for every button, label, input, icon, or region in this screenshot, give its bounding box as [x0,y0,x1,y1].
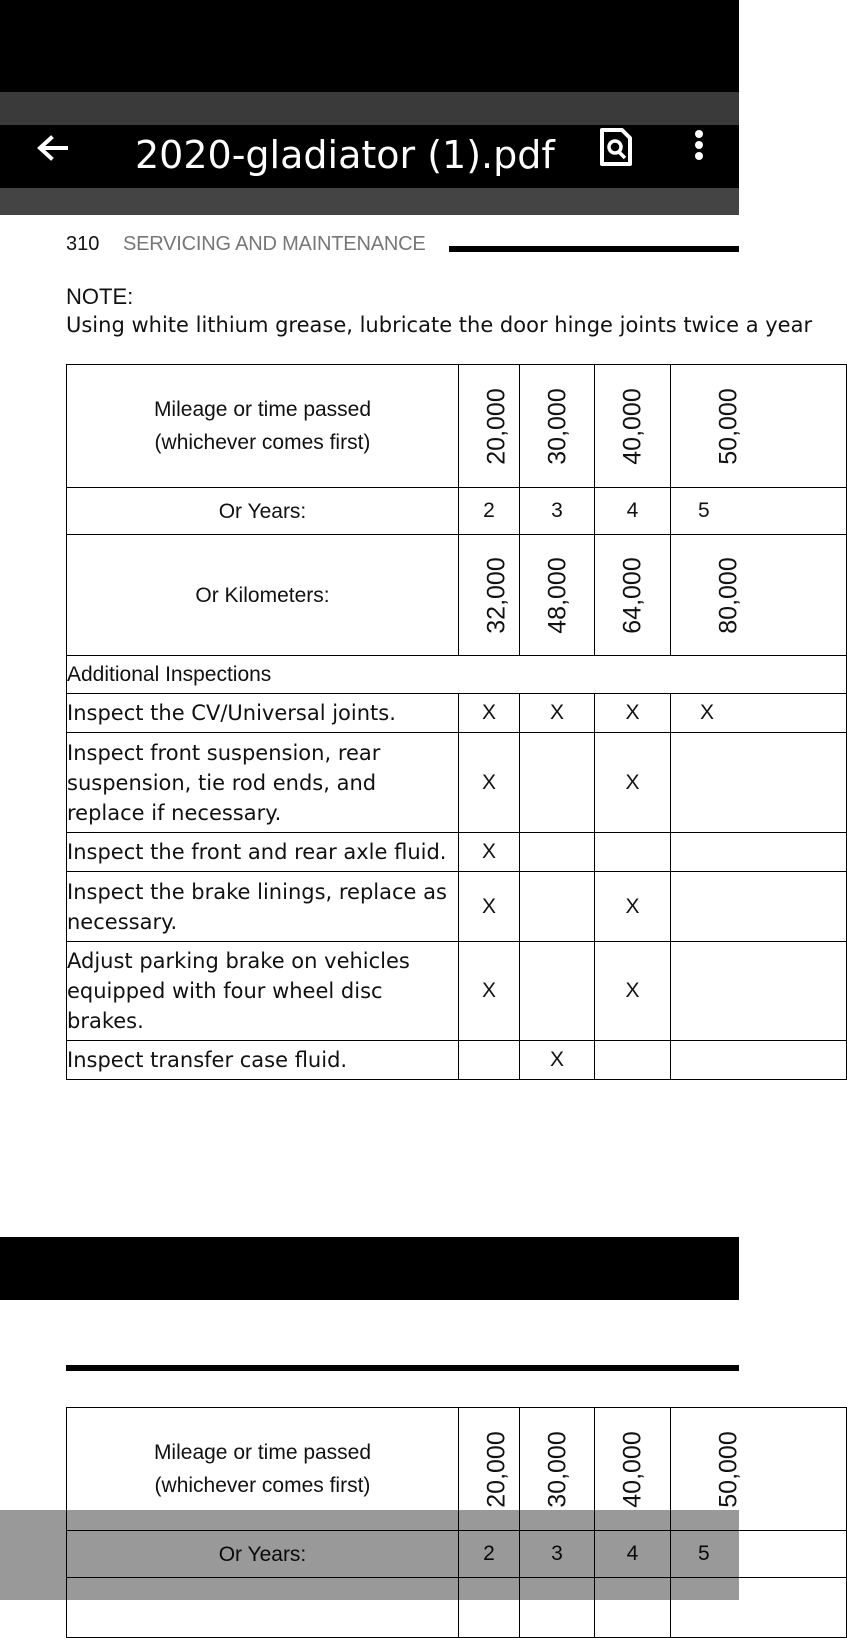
years-cell: 2 [459,1531,520,1578]
km-label: Or Kilometers: [67,535,459,656]
row-mark: X [595,942,671,1041]
km-cell: 64,000 [595,535,671,656]
miles-cell: 20,000 [459,365,520,488]
row-description: Adjust parking brake on vehicles equipped with four wheel disc brakes. [67,942,459,1041]
note-label: NOTE: [66,284,134,309]
years-cell: 4 [595,1531,671,1578]
maintenance-table [66,364,847,1080]
years-label: Or Years: [67,488,459,535]
table-row [67,1041,847,1080]
row-mark: X [459,733,520,833]
row-description: Inspect transfer case fluid. [67,1041,459,1080]
km-cell: 32,000 [459,535,520,656]
miles-cell: 30,000 [520,1408,595,1531]
miles-cell: 50,000 [671,1408,847,1531]
row-mark [595,833,671,872]
row-mark [459,1041,520,1080]
row-mark: X [520,694,595,733]
row-mark [520,733,595,833]
years-cell: 3 [520,488,595,535]
more-options-button[interactable] [680,126,718,172]
row-mark [671,942,847,1041]
section-header: SERVICING AND MAINTENANCE [123,233,426,255]
page-number: 310 [66,233,100,255]
mileage-header-line2: (whichever comes first) [154,1474,371,1497]
row-mark [671,733,847,833]
row-mark [520,942,595,1041]
row-mark: X [595,694,671,733]
row-mark: X [595,733,671,833]
miles-cell: 50,000 [671,365,847,488]
row-mark: X [595,872,671,942]
find-in-page-icon [594,126,638,172]
table-row [67,833,847,872]
years-cell: 4 [595,488,671,535]
page-separator [0,1237,739,1300]
miles-cell: 40,000 [595,1408,671,1531]
row-mark: X [459,694,520,733]
miles-cell: 40,000 [595,365,671,488]
find-in-page-button[interactable] [594,126,638,172]
row-mark [671,1041,847,1080]
mileage-header [67,365,459,488]
note-text: Using white lithium grease, lubricate the door hinge joints twice a year [66,313,813,337]
row-mark [671,833,847,872]
mileage-header-line1: Mileage or time passed [153,1441,372,1464]
row-mark [520,872,595,942]
row-mark: X [459,942,520,1041]
table-row [67,694,847,733]
pdf-page[interactable] [0,215,813,1237]
row-mark: X [459,872,520,942]
arrow-left-icon [30,128,78,176]
document-title: 2020-gladiator (1).pdf [135,133,555,177]
status-bar [0,0,739,92]
row-mark [595,1041,671,1080]
table-row [67,733,847,833]
more-vert-icon [680,126,718,172]
toolbar-divider [0,92,739,125]
years-cell: 2 [459,488,520,535]
navigation-overlay [0,1510,739,1600]
miles-cell: 20,000 [459,1408,520,1531]
miles-cell: 30,000 [520,365,595,488]
row-description: Inspect the CV/Universal joints. [67,694,459,733]
mileage-header-line1: Mileage or time passed [153,398,372,421]
row-mark: X [671,694,847,733]
row-description: Inspect the brake linings, replace as necessary. [67,872,459,942]
mileage-header-line2: (whichever comes first) [154,431,371,454]
toolbar-shadow [0,188,739,215]
row-mark [520,833,595,872]
row-description: Inspect the front and rear axle fluid. [67,833,459,872]
row-mark: X [459,833,520,872]
row-description: Inspect front suspension, rear suspension, tie rod ends, and replace if necessary. [67,733,459,833]
table-row [67,942,847,1041]
table-row [67,872,847,942]
row-mark [671,872,847,942]
header-rule [449,246,739,252]
back-button[interactable] [30,128,78,176]
section-row-label: Additional Inspections [67,656,847,694]
years-cell: 3 [520,1531,595,1578]
row-mark: X [520,1041,595,1080]
years-label: Or Years: [67,1531,459,1578]
years-cell: 5 [671,1531,847,1578]
header-rule [66,1365,739,1371]
km-cell: 48,000 [520,535,595,656]
km-cell: 80,000 [671,535,847,656]
years-cell: 5 [671,488,847,535]
